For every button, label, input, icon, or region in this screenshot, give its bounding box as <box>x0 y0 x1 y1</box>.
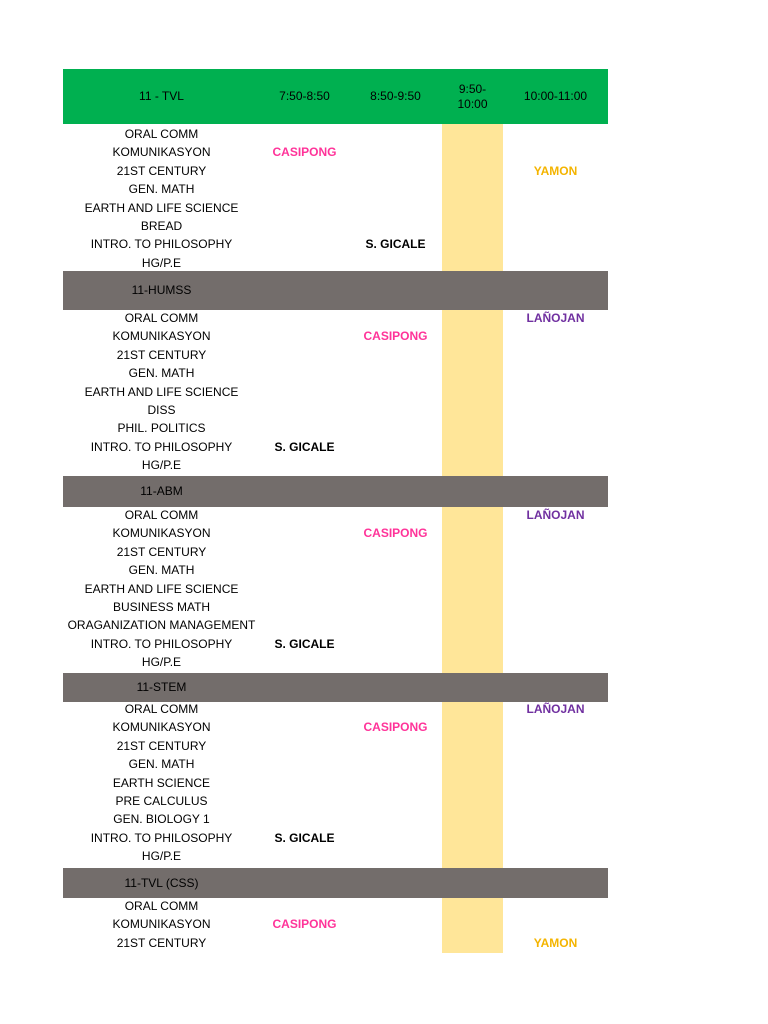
subject-row: ORAL COMM <box>124 127 199 141</box>
section-band-tvl-css <box>63 868 608 898</box>
subject-row: HG/P.E <box>141 458 182 473</box>
subject-row: EARTH AND LIFE SCIENCE <box>84 384 239 399</box>
teacher-name: YAMON <box>533 935 578 950</box>
subject-row: ORAL COMM <box>124 702 199 716</box>
subject-row: KOMUNIKASYON <box>112 145 211 160</box>
section-title: 11-HUMSS <box>131 283 192 298</box>
subject-row: HG/P.E <box>141 655 182 670</box>
teacher-name: S. GICALE <box>365 237 426 252</box>
teacher-name: CASIPONG <box>272 917 337 932</box>
header-time-3: 9:50- 10:00 <box>457 82 488 111</box>
subject-row: EARTH SCIENCE <box>112 775 211 790</box>
subject-row: INTRO. TO PHILOSOPHY <box>90 830 233 845</box>
subject-row: KOMUNIKASYON <box>112 917 211 932</box>
subject-row: HG/P.E <box>141 255 182 270</box>
break-column <box>442 702 503 868</box>
subject-row: 21ST CENTURY <box>116 163 207 178</box>
teacher-name: CASIPONG <box>272 145 337 160</box>
header-time-4: 10:00-11:00 <box>523 89 588 104</box>
break-column <box>442 898 503 953</box>
subject-row: 21ST CENTURY <box>116 738 207 753</box>
subject-row: 21ST CENTURY <box>116 935 207 950</box>
subject-row: 21ST CENTURY <box>116 347 207 362</box>
subject-row: PHIL. POLITICS <box>117 421 206 436</box>
section-title: 11-STEM <box>136 680 187 695</box>
subject-row: INTRO. TO PHILOSOPHY <box>90 237 233 252</box>
subject-row: GEN. BIOLOGY 1 <box>113 812 210 827</box>
header-row <box>63 69 608 124</box>
subject-row: ORAGANIZATION MANAGEMENT <box>67 618 256 633</box>
header-time-1: 7:50-8:50 <box>279 89 330 104</box>
teacher-name: CASIPONG <box>363 526 428 541</box>
break-column <box>442 124 503 271</box>
section-band-humss <box>63 271 608 310</box>
section-band-stem <box>63 673 608 702</box>
subject-row: ORAL COMM <box>124 899 199 913</box>
teacher-name: YAMON <box>533 163 578 178</box>
subject-row: EARTH AND LIFE SCIENCE <box>84 581 239 596</box>
subject-row: INTRO. TO PHILOSOPHY <box>90 439 233 454</box>
subject-row: INTRO. TO PHILOSOPHY <box>90 636 233 651</box>
subject-row: KOMUNIKASYON <box>112 329 211 344</box>
subject-row: PRE CALCULUS <box>115 794 208 808</box>
break-column <box>442 507 503 673</box>
subject-row: ORAL COMM <box>124 311 199 325</box>
teacher-name: S. GICALE <box>274 830 335 845</box>
section-title: 11-TVL (CSS) <box>124 875 199 890</box>
teacher-name: LAÑOJAN <box>526 508 585 522</box>
teacher-name: LAÑOJAN <box>526 702 585 716</box>
subject-row: ORAL COMM <box>124 508 199 522</box>
teacher-name: LAÑOJAN <box>526 311 585 325</box>
break-column <box>442 310 503 476</box>
subject-row: HG/P.E <box>141 849 182 864</box>
subject-row: DISS <box>147 403 176 417</box>
subject-row: GEN. MATH <box>128 366 195 381</box>
subject-row: 21ST CENTURY <box>116 544 207 559</box>
subject-row: GEN. MATH <box>128 563 195 578</box>
header-time-2: 8:50-9:50 <box>370 89 421 104</box>
teacher-name: S. GICALE <box>274 636 335 651</box>
subject-row: EARTH AND LIFE SCIENCE <box>84 200 239 215</box>
subject-row: KOMUNIKASYON <box>112 720 211 735</box>
teacher-name: CASIPONG <box>363 720 428 735</box>
header-section: 11 - TVL <box>139 89 184 104</box>
section-title: 11-ABM <box>140 484 183 499</box>
subject-row: BREAD <box>140 219 183 233</box>
teacher-name: CASIPONG <box>363 329 428 344</box>
teacher-name: S. GICALE <box>274 439 335 454</box>
subject-row: GEN. MATH <box>128 757 195 772</box>
subject-row: KOMUNIKASYON <box>112 526 211 541</box>
section-band-abm <box>63 476 608 507</box>
subject-row: GEN. MATH <box>128 182 195 197</box>
subject-row: BUSINESS MATH <box>112 600 211 614</box>
